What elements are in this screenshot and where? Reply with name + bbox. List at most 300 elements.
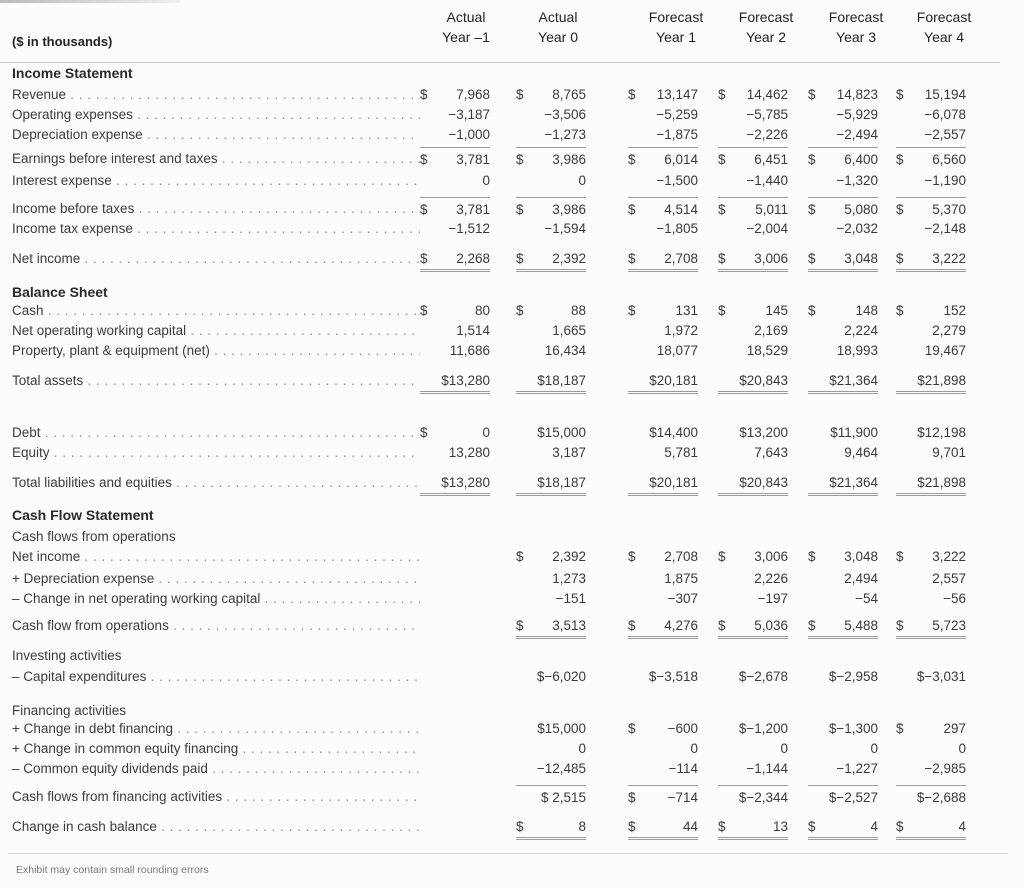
cell-equity-col4: [808, 444, 878, 462]
cell-revenue-col2: [628, 86, 698, 104]
row-label-net-income: Net income . . .: [12, 250, 420, 268]
cell-value: −1,500: [656, 173, 698, 188]
cell-value: −1,190: [924, 173, 966, 188]
row-label-debt: Debt . . .: [12, 424, 420, 442]
cell-value: $20,181: [649, 475, 698, 490]
cell-value: −12,485: [536, 761, 586, 776]
cell-revenue-col4: [808, 86, 878, 104]
cell-ebit-col1: [516, 147, 586, 170]
cell-value: 152: [943, 303, 966, 318]
cell-value: 8,765: [552, 87, 586, 102]
cell-value: 5,036: [754, 618, 788, 633]
cell-value: $21,898: [917, 373, 966, 388]
cell-value: 5,080: [844, 202, 878, 217]
cell-net-income-col4: [808, 247, 878, 272]
cell-ebit-col5: [896, 147, 966, 170]
cell-value: 2,708: [664, 251, 698, 266]
cell-value: $13,280: [441, 373, 490, 388]
cell-total-liabilities-equities-col1: [516, 471, 586, 496]
dollar-sign: $: [718, 819, 726, 834]
cell-cf-net-income-col4: [808, 548, 878, 566]
cell-ebit-col4: [808, 147, 878, 170]
cell-change-in-cash-balance-col2: [628, 815, 698, 840]
cell-value: 3,986: [552, 202, 586, 217]
dollar-sign: $: [628, 721, 636, 736]
cell-value: 13: [772, 819, 788, 834]
dollar-sign: $: [896, 303, 904, 318]
cell-debt-col3: [718, 424, 788, 442]
column-header-line2: Year 2: [746, 29, 786, 45]
cell-net-income-col5: [896, 247, 966, 272]
cell-cash-flow-from-operations-col1: [516, 614, 586, 639]
column-header-line2: Year 0: [538, 29, 578, 45]
cell-equity-col2: [628, 444, 698, 462]
cell-value: 0: [578, 173, 586, 188]
column-header-3: [718, 7, 814, 47]
cell-value: $20,181: [649, 373, 698, 388]
cell-value: $−2,688: [916, 790, 966, 805]
cell-equity-col1: [516, 444, 586, 462]
cell-value: 3,781: [456, 202, 490, 217]
cell-value: −1,594: [544, 221, 586, 236]
row-label-operating-expenses: Operating expenses . . .: [12, 106, 420, 124]
cell-value: $−3,031: [916, 669, 966, 684]
cell-income-tax-expense-col1: [516, 220, 586, 238]
cell-value: 3,222: [932, 549, 966, 564]
cell-value: 5,488: [844, 618, 878, 633]
dollar-sign: $: [718, 251, 726, 266]
cell-net-operating-working-capital-col4: [808, 322, 878, 340]
dollar-sign: $: [718, 87, 726, 102]
row-label-total-liabilities-equities: Total liabilities and equities . . .: [12, 474, 420, 492]
cell-value: 6,451: [754, 152, 788, 167]
cell-change-in-cash-balance-col4: [808, 815, 878, 840]
row-label-capital-expenditures: – Capital expenditures . . .: [12, 668, 420, 686]
cell-operating-expenses-col0: [420, 106, 490, 124]
cell-income-before-taxes-col4: [808, 197, 878, 220]
cell-revenue-col3: [718, 86, 788, 104]
row-label-depreciation-expense: Depreciation expense . . .: [12, 126, 420, 144]
cell-cf-depreciation-col4: [808, 570, 878, 588]
cell-value: 5,370: [932, 202, 966, 217]
cell-value: $15,000: [537, 721, 586, 736]
row-label-cf-depreciation: + Depreciation expense . . .: [12, 570, 420, 588]
cell-value: 5,723: [932, 618, 966, 633]
cell-change-in-cash-balance-col3: [718, 815, 788, 840]
cell-cash-flow-from-operations-col2: [628, 614, 698, 639]
cell-value: 2,708: [664, 549, 698, 564]
cell-value: −1,440: [746, 173, 788, 188]
cell-interest-expense-col2: [628, 172, 698, 190]
column-header-line2: Year 3: [836, 29, 876, 45]
cell-income-tax-expense-col3: [718, 220, 788, 238]
cell-value: −1,320: [836, 173, 878, 188]
cell-value: 0: [690, 741, 698, 756]
cell-net-income-col1: [516, 247, 586, 272]
cell-income-before-taxes-col5: [896, 197, 966, 220]
row-label-change-in-cash-balance: Change in cash balance . . .: [12, 818, 420, 836]
cell-change-in-equity-financing-col3: [718, 740, 788, 758]
cell-cf-net-income-col1: [516, 548, 586, 566]
dollar-sign: $: [718, 202, 726, 217]
cell-revenue-col0: [420, 86, 490, 104]
cell-ppe-net-col2: [628, 342, 698, 360]
cell-capital-expenditures-col4: [808, 668, 878, 686]
cell-total-assets-col2: [628, 369, 698, 394]
row-label-cf-net-income: Net income . . .: [12, 548, 420, 566]
dollar-sign: $: [516, 549, 524, 564]
cell-total-assets-col0: [420, 369, 490, 394]
cell-value: $15,000: [537, 425, 586, 440]
cell-cash-flow-from-operations-col5: [896, 614, 966, 639]
dollar-sign: $: [628, 618, 636, 633]
cell-value: −2,985: [924, 761, 966, 776]
cell-value: −3,187: [448, 107, 490, 122]
row-label-income-tax-expense: Income tax expense . . .: [12, 220, 420, 238]
cell-value: 88: [570, 303, 586, 318]
units-label: ($ in thousands): [12, 34, 113, 49]
dollar-sign: $: [718, 618, 726, 633]
column-header-line1: Actual: [446, 9, 486, 25]
cell-value: −5,929: [836, 107, 878, 122]
cell-operating-expenses-col3: [718, 106, 788, 124]
cell-net-operating-working-capital-col2: [628, 322, 698, 340]
cell-cash-col4: [808, 302, 878, 320]
cell-value: 2,494: [844, 571, 878, 586]
footnote: Exhibit may contain small rounding errors: [16, 864, 209, 876]
cell-value: 7,968: [456, 87, 490, 102]
cell-value: $14,400: [649, 425, 698, 440]
cell-value: 5,011: [755, 202, 788, 217]
cell-value: 3,006: [754, 549, 788, 564]
cell-revenue-col5: [896, 86, 966, 104]
cell-change-in-cash-balance-col5: [896, 815, 966, 840]
cell-value: 2,226: [754, 571, 788, 586]
dollar-sign: $: [808, 549, 816, 564]
cell-value: 18,529: [746, 343, 788, 358]
cell-capital-expenditures-col3: [718, 668, 788, 686]
cell-dividends-paid-col5: [896, 760, 966, 778]
dollar-sign: $: [516, 202, 524, 217]
dollar-sign: $: [808, 251, 816, 266]
cell-cash-col3: [718, 302, 788, 320]
cell-value: 2,279: [932, 323, 966, 338]
cell-value: $−1,200: [738, 721, 788, 736]
dollar-sign: $: [896, 618, 904, 633]
dollar-sign: $: [628, 549, 636, 564]
cell-value: −2,226: [746, 127, 788, 142]
cell-income-before-taxes-col1: [516, 197, 586, 220]
cell-value: 2,392: [552, 251, 586, 266]
cell-value: 0: [958, 741, 966, 756]
dollar-sign: $: [628, 251, 636, 266]
cell-value: 15,194: [924, 87, 966, 102]
cell-cf-change-nowc-col4: [808, 590, 878, 608]
cell-value: 2,224: [844, 323, 878, 338]
cell-value: 4,514: [664, 202, 698, 217]
cell-change-in-debt-financing-col3: [718, 720, 788, 738]
cell-value: 9,701: [932, 445, 966, 460]
cell-value: −6,078: [924, 107, 966, 122]
cell-cash-flow-from-operations-col3: [718, 614, 788, 639]
cell-change-in-equity-financing-col2: [628, 740, 698, 758]
cell-value: −1,144: [746, 761, 788, 776]
dollar-sign: $: [420, 251, 428, 266]
dollar-sign: $: [420, 87, 428, 102]
dollar-sign: $: [718, 152, 726, 167]
dollar-sign: $: [896, 87, 904, 102]
cell-value: 4: [870, 819, 878, 834]
cell-value: 13,280: [448, 445, 490, 460]
column-header-line1: Forecast: [648, 9, 704, 25]
cell-income-tax-expense-col4: [808, 220, 878, 238]
cell-value: $−2,958: [828, 669, 878, 684]
cell-net-income-col3: [718, 247, 788, 272]
cell-value: 8: [578, 819, 586, 834]
cell-value: 3,187: [552, 445, 586, 460]
cell-cf-depreciation-col1: [516, 570, 586, 588]
section-income-statement: Income Statement: [12, 65, 133, 81]
cell-ppe-net-col3: [718, 342, 788, 360]
cell-value: −307: [667, 591, 698, 606]
cell-cash-col2: [628, 302, 698, 320]
dollar-sign: $: [420, 425, 428, 440]
dollar-sign: $: [808, 202, 816, 217]
dollar-sign: $: [516, 303, 524, 318]
cell-value: 2,268: [456, 251, 490, 266]
column-header-line2: Year 1: [656, 29, 696, 45]
cell-value: 14,462: [746, 87, 788, 102]
cell-debt-col1: [516, 424, 586, 442]
dollar-sign: $: [896, 251, 904, 266]
cell-value: 11,686: [449, 343, 490, 358]
row-label-income-before-taxes: Income before taxes . . .: [12, 200, 420, 218]
cell-revenue-col1: [516, 86, 586, 104]
cell-value: −1,000: [448, 127, 490, 142]
cell-value: 131: [675, 303, 698, 318]
cell-cash-flows-from-financing-col3: [718, 785, 788, 808]
cell-change-in-cash-balance-col1: [516, 815, 586, 840]
cell-debt-col0: [420, 424, 490, 442]
cell-net-income-col0: [420, 247, 490, 272]
cell-value: 6,560: [932, 152, 966, 167]
cell-value: $−6,020: [536, 669, 586, 684]
cell-cf-change-nowc-col2: [628, 590, 698, 608]
column-header-0: [418, 7, 514, 47]
cell-value: $−3,518: [648, 669, 698, 684]
cell-value: $18,187: [537, 373, 586, 388]
cell-operating-expenses-col4: [808, 106, 878, 124]
cell-value: 3,222: [932, 251, 966, 266]
cell-value: −2,494: [836, 127, 878, 142]
cell-total-assets-col1: [516, 369, 586, 394]
cell-debt-col4: [808, 424, 878, 442]
cell-ebit-col0: [420, 147, 490, 170]
cell-value: −714: [667, 790, 698, 805]
cell-total-assets-col5: [896, 369, 966, 394]
cell-cf-change-nowc-col5: [896, 590, 966, 608]
cell-value: 18,993: [836, 343, 878, 358]
cell-capital-expenditures-col5: [896, 668, 966, 686]
cell-equity-col0: [420, 444, 490, 462]
cell-operating-expenses-col2: [628, 106, 698, 124]
dollar-sign: $: [628, 303, 636, 318]
cell-ebit-col3: [718, 147, 788, 170]
cell-dividends-paid-col1: [516, 760, 586, 778]
cell-value: $−2,344: [738, 790, 788, 805]
cell-depreciation-expense-col3: [718, 126, 788, 144]
cell-net-operating-working-capital-col1: [516, 322, 586, 340]
cell-value: −197: [757, 591, 788, 606]
cell-change-in-debt-financing-col4: [808, 720, 878, 738]
cell-cf-depreciation-col5: [896, 570, 966, 588]
cell-value: −114: [668, 761, 698, 776]
cell-value: 1,972: [664, 323, 698, 338]
cell-cash-flow-from-operations-col4: [808, 614, 878, 639]
cell-value: −2,557: [924, 127, 966, 142]
cell-operating-expenses-col5: [896, 106, 966, 124]
dollar-sign: $: [896, 152, 904, 167]
cell-value: 4: [958, 819, 966, 834]
cell-value: 3,048: [844, 549, 878, 564]
row-label-ebit: Earnings before interest and taxes . . .: [12, 150, 420, 168]
cell-value: 80: [474, 303, 490, 318]
cell-value: 5,781: [664, 445, 698, 460]
dollar-sign: $: [896, 202, 904, 217]
footer-divider: [8, 853, 1008, 854]
dollar-sign: $: [516, 819, 524, 834]
cell-value: 3,781: [456, 152, 490, 167]
row-label-ppe-net: Property, plant & equipment (net) . . .: [12, 342, 420, 360]
dollar-sign: $: [808, 152, 816, 167]
cell-income-before-taxes-col0: [420, 197, 490, 220]
cell-change-in-debt-financing-col2: [628, 720, 698, 738]
cell-value: −5,259: [656, 107, 698, 122]
cell-value: $11,900: [830, 425, 878, 440]
row-label-total-assets: Total assets . . .: [12, 372, 420, 390]
cell-depreciation-expense-col1: [516, 126, 586, 144]
cell-cash-flows-from-financing-col2: [628, 785, 698, 808]
cell-value: −54: [855, 591, 878, 606]
cell-value: $18,187: [537, 475, 586, 490]
row-label-cf-change-nowc: – Change in net operating working capital . . .: [12, 590, 420, 608]
cell-change-in-debt-financing-col5: [896, 720, 966, 738]
dollar-sign: $: [516, 251, 524, 266]
cell-depreciation-expense-col2: [628, 126, 698, 144]
cell-cf-net-income-col3: [718, 548, 788, 566]
cell-cf-depreciation-col2: [628, 570, 698, 588]
cell-value: 3,986: [552, 152, 586, 167]
cell-value: −3,506: [544, 107, 586, 122]
cell-value: −2,004: [746, 221, 788, 236]
row-label-change-in-equity-financing: + Change in common equity financing . . .: [12, 740, 420, 758]
cell-value: 0: [870, 741, 878, 756]
cell-value: $13,200: [739, 425, 788, 440]
cell-value: 148: [855, 303, 878, 318]
cell-interest-expense-col5: [896, 172, 966, 190]
cell-total-liabilities-equities-col2: [628, 471, 698, 496]
cell-value: −151: [555, 591, 586, 606]
row-label-financing-activities: Financing activities: [12, 703, 127, 718]
column-header-line2: Year 4: [924, 29, 964, 45]
cell-depreciation-expense-col5: [896, 126, 966, 144]
dollar-sign: $: [628, 152, 636, 167]
cell-change-in-equity-financing-col1: [516, 740, 586, 758]
cell-total-liabilities-equities-col3: [718, 471, 788, 496]
row-label-revenue: Revenue . . .: [12, 86, 420, 104]
cell-value: 13,147: [656, 87, 698, 102]
cell-value: −5,785: [746, 107, 788, 122]
dollar-sign: $: [628, 819, 636, 834]
column-header-2: [628, 7, 724, 47]
row-label-net-operating-working-capital: Net operating working capital . . .: [12, 322, 420, 340]
cell-value: 7,643: [754, 445, 788, 460]
cell-value: 1,665: [552, 323, 586, 338]
dollar-sign: $: [516, 87, 524, 102]
cell-dividends-paid-col2: [628, 760, 698, 778]
dollar-sign: $: [628, 87, 636, 102]
cell-value: 19,467: [924, 343, 966, 358]
cell-value: 16,434: [544, 343, 586, 358]
cell-cash-col0: [420, 302, 490, 320]
cell-cf-net-income-col2: [628, 548, 698, 566]
cell-value: $21,364: [829, 373, 878, 388]
cell-value: $20,843: [739, 475, 788, 490]
scan-edge-mark: [0, 0, 180, 3]
cell-value: 14,823: [836, 87, 878, 102]
row-label-cash-flow-from-operations: Cash flow from operations . . .: [12, 617, 420, 635]
cell-income-before-taxes-col2: [628, 197, 698, 220]
cell-value: 2,392: [552, 549, 586, 564]
cell-interest-expense-col3: [718, 172, 788, 190]
cell-depreciation-expense-col0: [420, 126, 490, 144]
column-header-5: [896, 7, 992, 47]
cell-value: 145: [765, 303, 788, 318]
cell-value: 6,400: [844, 152, 878, 167]
cell-value: $13,280: [441, 475, 490, 490]
cell-value: 0: [780, 741, 788, 756]
cell-cf-depreciation-col3: [718, 570, 788, 588]
cell-interest-expense-col4: [808, 172, 878, 190]
cell-value: −2,032: [836, 221, 878, 236]
dollar-sign: $: [420, 202, 428, 217]
cell-value: 0: [482, 425, 490, 440]
cell-total-assets-col4: [808, 369, 878, 394]
cell-value: 3,513: [552, 618, 586, 633]
cell-value: −2,148: [924, 221, 966, 236]
cell-value: $ 2,515: [540, 790, 586, 805]
cell-value: 3,048: [844, 251, 878, 266]
cell-cf-change-nowc-col3: [718, 590, 788, 608]
dollar-sign: $: [808, 819, 816, 834]
cell-value: 2,557: [932, 571, 966, 586]
column-header-line1: Forecast: [916, 9, 972, 25]
cell-income-tax-expense-col0: [420, 220, 490, 238]
column-header-line2: Year –1: [442, 29, 490, 45]
cell-value: 0: [482, 173, 490, 188]
cell-ppe-net-col0: [420, 342, 490, 360]
cell-value: 2,169: [754, 323, 788, 338]
cell-value: $20,843: [739, 373, 788, 388]
column-header-line1: Actual: [538, 9, 578, 25]
cell-value: 3,006: [754, 251, 788, 266]
column-header-4: [808, 7, 904, 47]
cell-dividends-paid-col3: [718, 760, 788, 778]
cell-value: 1,875: [664, 571, 698, 586]
cell-value: 4,276: [664, 618, 698, 633]
cell-ppe-net-col4: [808, 342, 878, 360]
cell-cash-col1: [516, 302, 586, 320]
